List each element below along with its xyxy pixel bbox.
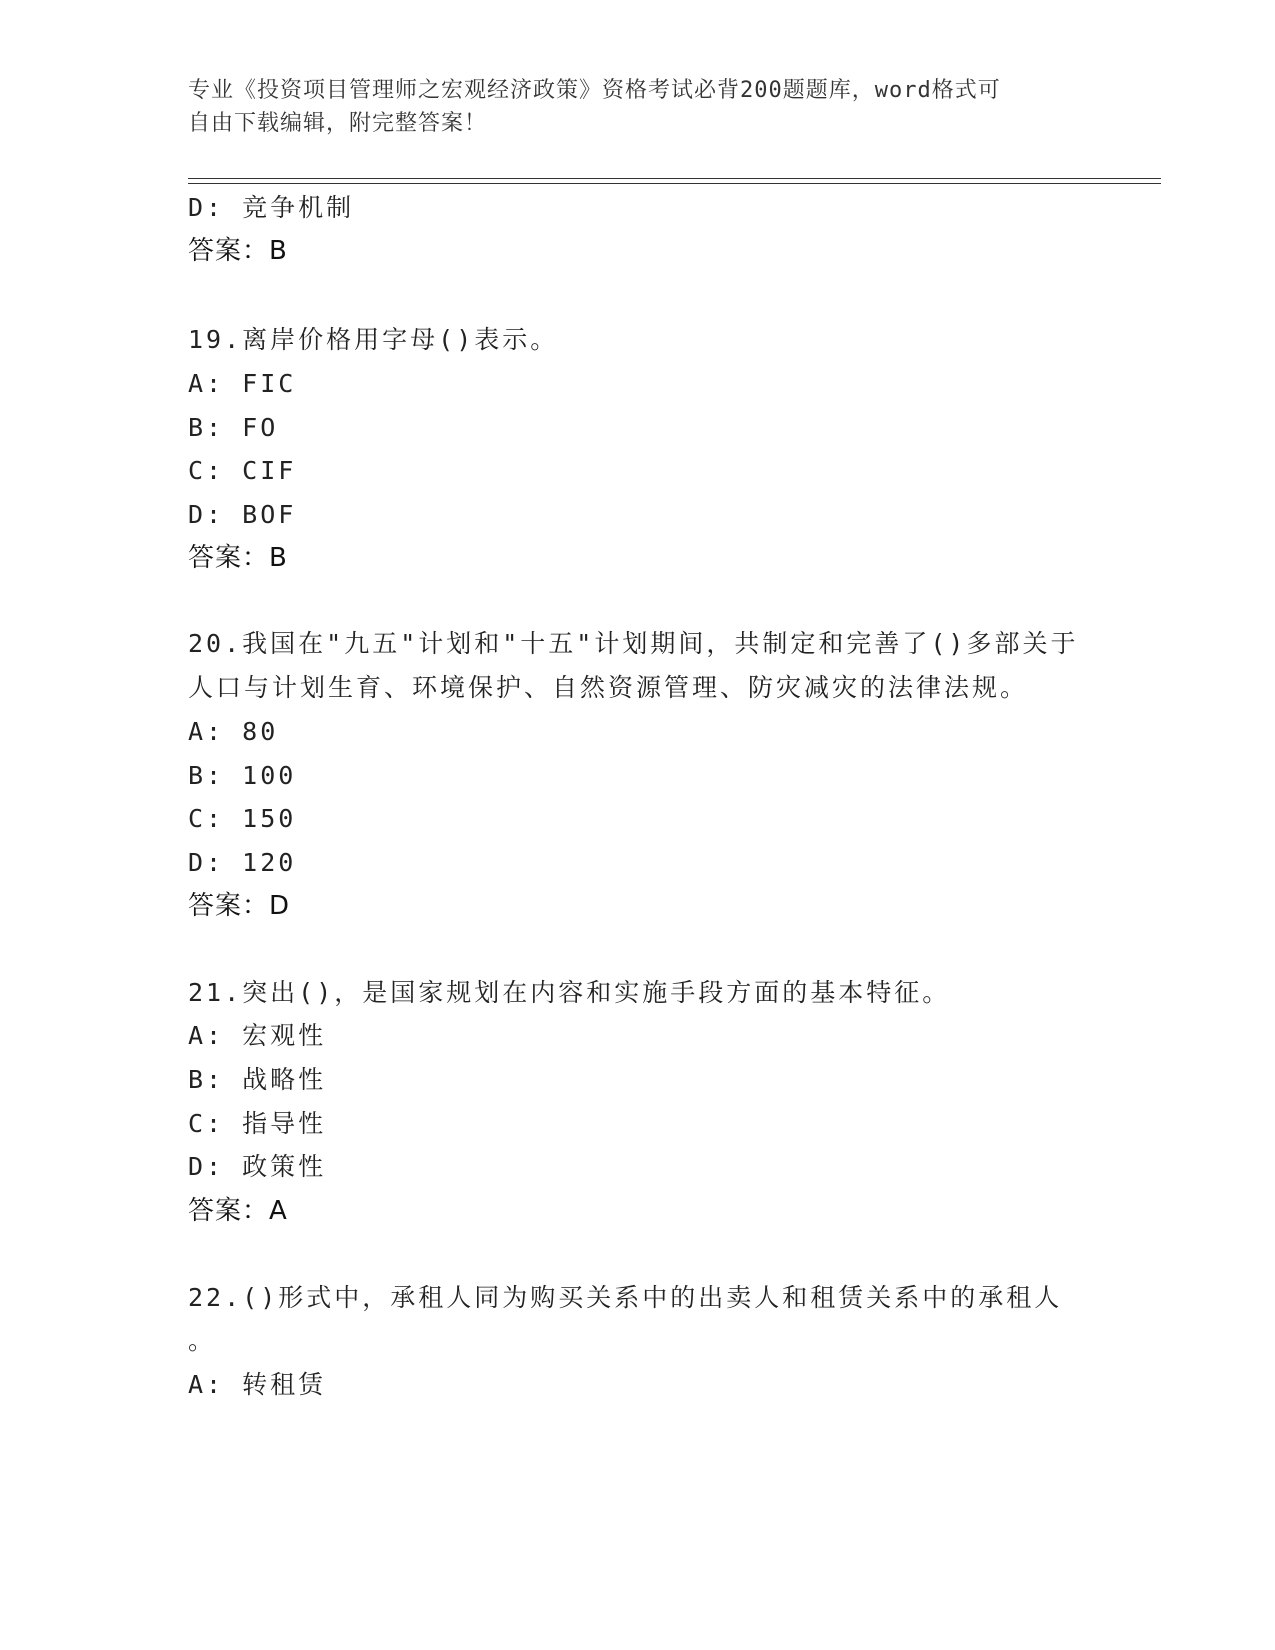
header-divider-bottom xyxy=(188,183,1161,184)
q20-answer: 答案：D xyxy=(188,891,291,921)
q21-option-a: A: 宏观性 xyxy=(188,1021,327,1050)
q20-stem-line-1: 20.我国在"九五"计划和"十五"计划期间，共制定和完善了()多部关于 xyxy=(188,629,1079,658)
page-header xyxy=(188,74,1088,140)
header-divider-top xyxy=(188,178,1161,179)
q18-option-d: D: 竞争机制 xyxy=(188,193,355,222)
q21-option-d: D: 政策性 xyxy=(188,1152,327,1181)
q19-answer: 答案：B xyxy=(188,543,288,573)
q20-option-c: C: 150 xyxy=(188,804,297,833)
q20-option-a: A: 80 xyxy=(188,717,279,746)
q21-option-b: B: 战略性 xyxy=(188,1065,327,1094)
q20-option-b: B: 100 xyxy=(188,761,297,790)
q19-option-d: D: BOF xyxy=(188,500,297,529)
q19-stem: 19.离岸价格用字母()表示。 xyxy=(188,325,559,354)
q21-stem: 21.突出()，是国家规划在内容和实施手段方面的基本特征。 xyxy=(188,978,951,1007)
q22-option-a: A: 转租赁 xyxy=(188,1370,327,1399)
q22-stem-line-1: 22.()形式中，承租人同为购买关系中的出卖人和租赁关系中的承租人 xyxy=(188,1283,1063,1312)
q19-option-b: B: FO xyxy=(188,413,279,442)
header-line-1: 专业《投资项目管理师之宏观经济政策》资格考试必背200题题库，word格式可 xyxy=(188,78,1001,103)
q20-stem-line-2: 人口与计划生育、环境保护、自然资源管理、防灾减灾的法律法规。 xyxy=(188,673,1029,702)
q21-answer: 答案：A xyxy=(188,1196,288,1226)
q22-stem-line-2: 。 xyxy=(188,1326,217,1355)
q18-answer: 答案：B xyxy=(188,236,288,266)
q20-option-d: D: 120 xyxy=(188,848,297,877)
q19-option-c: C: CIF xyxy=(188,456,297,485)
header-line-2: 自由下载编辑，附完整答案！ xyxy=(188,111,488,136)
q19-option-a: A: FIC xyxy=(188,369,297,398)
q21-option-c: C: 指导性 xyxy=(188,1109,327,1138)
